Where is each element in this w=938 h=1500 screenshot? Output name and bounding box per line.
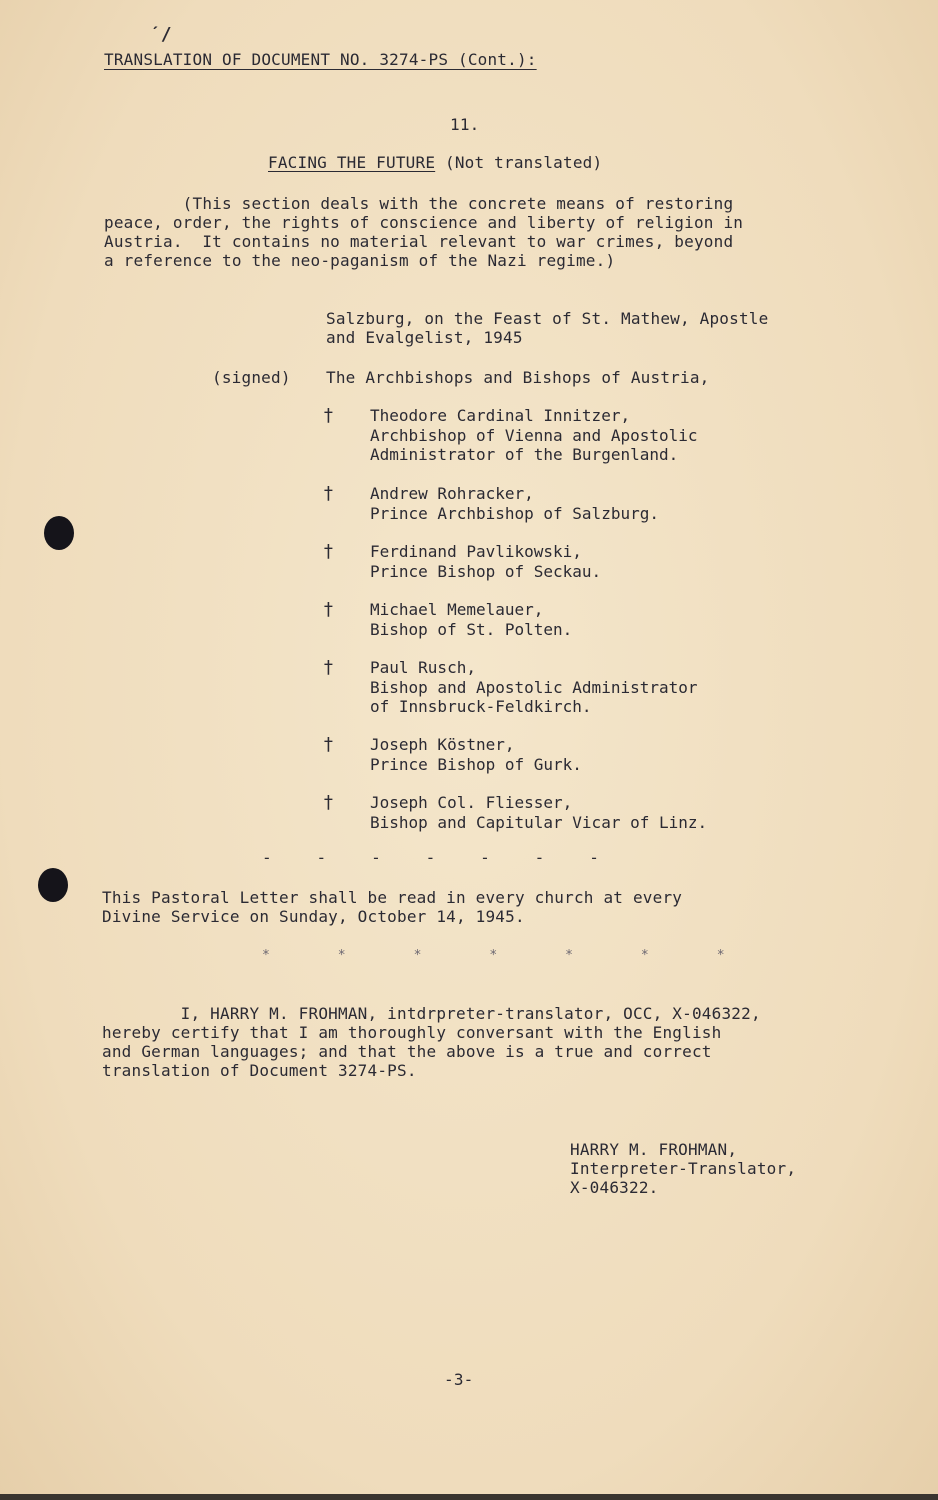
bishop-entry: Ferdinand Pavlikowski, Prince Bishop of Seckau. — [370, 542, 602, 581]
intro-paragraph: (This section deals with the concrete means of restoring peace, order, the rights of conscience and liberty of religion in Austria. It contains no material relevant to war crimes, beyond a reference to the neo-paganism of the Nazi regime.) — [104, 194, 744, 270]
page-number: -3- — [444, 1370, 474, 1389]
handwritten-mark: ˊ/ — [150, 24, 172, 45]
cross-icon: † — [323, 792, 334, 813]
bishop-entry: Michael Memelauer, Bishop of St. Polten. — [370, 600, 573, 639]
section-note: (Not translated) — [445, 153, 603, 172]
cross-icon: † — [323, 483, 334, 504]
separator-stars: * * * * * * * — [262, 948, 728, 963]
bishop-entry: Paul Rusch, Bishop and Apostolic Administrator of Innsbruck-Feldkirch. — [370, 658, 698, 716]
signed-text: The Archbishops and Bishops of Austria, — [326, 368, 710, 387]
bishop-entry: Joseph Köstner, Prince Bishop of Gurk. — [370, 735, 582, 774]
separator-dashes: - - - - - - - — [262, 848, 603, 867]
section-title-text: FACING THE FUTURE — [268, 153, 436, 172]
bishop-entry: Andrew Rohracker, Prince Archbishop of Salzburg. — [370, 484, 659, 523]
place-date: Salzburg, on the Feast of St. Mathew, Apostle and Evalgelist, 1945 — [326, 309, 769, 347]
punch-hole-icon — [44, 516, 74, 550]
certification-paragraph: I, HARRY M. FROHMAN, intdrpreter-translator, OCC, X-046322, hereby certify that I am thoroughly conversant with the English and German languages; and that the above is a true and correct translation of Document 3274-PS. — [102, 1004, 761, 1080]
signature-block: HARRY M. FROHMAN, Interpreter-Translator, X-046322. — [570, 1140, 797, 1197]
pastoral-notice: This Pastoral Letter shall be read in every church at every Divine Service on Sunday, October 14, 1945. — [102, 888, 683, 926]
section-number: 11. — [450, 115, 480, 134]
bishop-entry: Joseph Col. Fliesser, Bishop and Capitular Vicar of Linz. — [370, 793, 708, 832]
page-bottom-edge — [0, 1494, 938, 1500]
cross-icon: † — [323, 599, 334, 620]
cross-icon: † — [323, 541, 334, 562]
signed-label: (signed) — [212, 368, 291, 387]
bishop-entry: Theodore Cardinal Innitzer, Archbishop of Vienna and Apostolic Administrator of the Burgenland. — [370, 406, 698, 464]
punch-hole-icon — [38, 868, 68, 902]
section-title — [268, 153, 602, 172]
cross-icon: † — [323, 657, 334, 678]
cross-icon: † — [323, 734, 334, 755]
document-header: TRANSLATION OF DOCUMENT NO. 3274-PS (Cont.): — [104, 50, 537, 69]
cross-icon: † — [323, 405, 334, 426]
